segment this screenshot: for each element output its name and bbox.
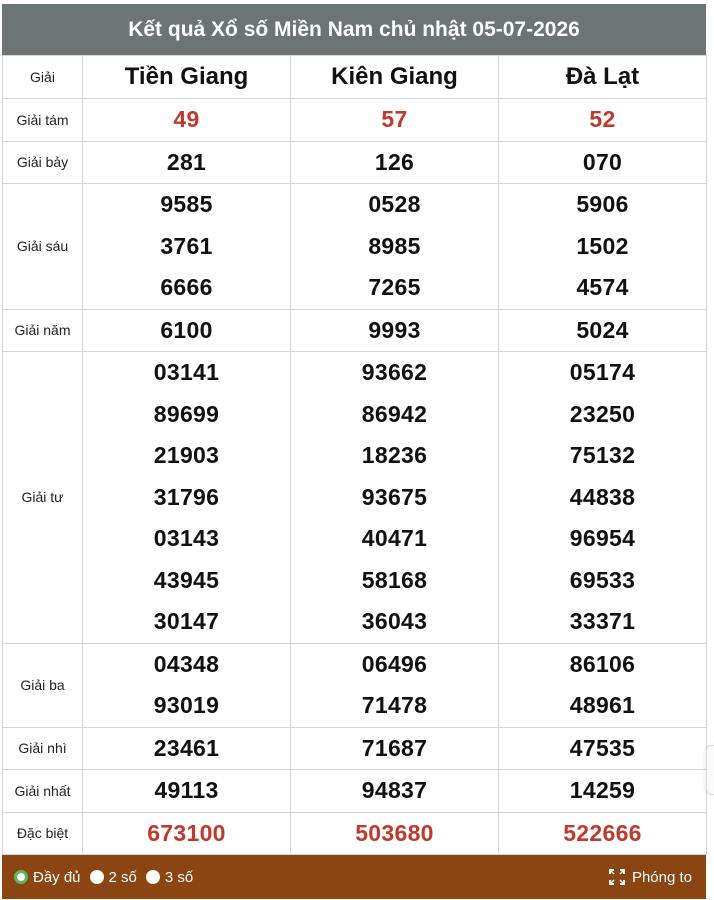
prize-label: Giải năm [3, 309, 83, 352]
province-header [499, 56, 707, 99]
prize-number: 06496 [361, 650, 428, 677]
prize-number: 5906 [576, 191, 629, 217]
prize-cell [291, 770, 499, 813]
prize-number: 44838 [569, 483, 636, 510]
special-prize-number: 522666 [563, 819, 642, 846]
option-full[interactable] [14, 869, 81, 886]
prize-label: Đặc biệt [3, 812, 83, 855]
prize-row [3, 184, 707, 310]
prize-cell [291, 141, 499, 184]
prize-cell [499, 141, 707, 184]
option-label: Đầy đủ [33, 868, 81, 886]
prize-number: 86942 [361, 400, 428, 427]
prize-number: 89699 [153, 400, 220, 427]
prize-number: 93019 [153, 692, 220, 718]
prize-cell [83, 141, 291, 184]
radio-icon[interactable] [90, 870, 104, 884]
prize-number: 71478 [361, 692, 428, 718]
prize-number: 23250 [569, 400, 636, 427]
option-2-digits[interactable] [90, 869, 137, 886]
prize-row [3, 812, 707, 855]
prize-cell [83, 643, 291, 727]
province-name: Tiền Giang [124, 63, 249, 90]
prize-number: 04348 [153, 650, 220, 677]
prize-label: Giải bảy [3, 141, 83, 184]
side-tab-handle[interactable] [706, 745, 714, 795]
prize-number: 03143 [153, 525, 220, 551]
prize-label: Giải tám [3, 99, 83, 142]
prize-row [3, 352, 707, 644]
province-name: Kiên Giang [331, 63, 458, 90]
prize-number: 57 [381, 106, 408, 132]
prize-cell [499, 99, 707, 142]
prize-row [3, 770, 707, 813]
prize-cell [499, 309, 707, 352]
prize-number: 75132 [569, 442, 636, 468]
prize-cell [291, 812, 499, 855]
prize-number: 21903 [153, 442, 220, 468]
prize-number: 58168 [361, 566, 428, 593]
prize-number: 94837 [361, 777, 428, 803]
prize-row [3, 309, 707, 352]
prize-number: 43945 [153, 566, 220, 593]
results-table [2, 55, 707, 855]
prize-number: 49 [173, 106, 200, 132]
expand-button[interactable] [609, 855, 692, 899]
prize-number: 40471 [361, 525, 428, 551]
prize-cell [499, 184, 707, 310]
prize-number: 71687 [361, 734, 428, 761]
option-label: 2 số [108, 868, 137, 886]
prize-label: Giải ba [3, 643, 83, 727]
prize-number: 1502 [576, 232, 629, 259]
expand-icon [609, 869, 625, 885]
radio-icon[interactable] [146, 870, 160, 884]
prize-cell [291, 309, 499, 352]
prize-cell [83, 727, 291, 770]
prize-cell [499, 727, 707, 770]
prize-cell [291, 184, 499, 310]
prize-number: 93662 [361, 359, 428, 385]
option-3-digits[interactable] [146, 869, 193, 886]
prize-number: 30147 [153, 608, 220, 634]
prize-number: 48961 [569, 692, 636, 718]
prize-number: 96954 [569, 525, 636, 551]
prize-cell [83, 309, 291, 352]
prize-number: 4574 [576, 274, 629, 300]
expand-label: Phóng to [631, 868, 692, 886]
prize-label: Giải nhất [3, 770, 83, 813]
prize-number: 8985 [368, 232, 421, 259]
prize-label: Giải nhì [3, 727, 83, 770]
prize-row [3, 643, 707, 727]
province-header [291, 56, 499, 99]
special-prize-number: 503680 [355, 819, 434, 846]
results-title: Kết quả Xổ số Miền Nam chủ nhật 05-07-2026 [2, 4, 706, 55]
prize-number: 31796 [153, 483, 220, 510]
prize-number: 9993 [368, 316, 421, 343]
prize-cell [83, 99, 291, 142]
prize-cell [83, 352, 291, 644]
prize-number: 52 [589, 106, 616, 132]
special-prize-number: 673100 [147, 819, 226, 846]
prize-cell [291, 727, 499, 770]
results-footer [2, 855, 706, 899]
prize-number: 18236 [361, 442, 428, 468]
prize-cell [499, 812, 707, 855]
prize-row [3, 727, 707, 770]
prize-number: 05174 [569, 359, 636, 385]
prize-label: Giải tư [3, 352, 83, 644]
prize-number: 23461 [153, 734, 220, 761]
prize-number: 6666 [160, 274, 213, 300]
prize-number: 126 [374, 148, 415, 175]
province-name: Đà Lạt [565, 63, 640, 90]
prize-number: 6100 [160, 316, 213, 343]
option-label: 3 số [164, 868, 194, 886]
prize-number: 03141 [153, 359, 220, 385]
prize-cell [291, 643, 499, 727]
prize-cell [83, 770, 291, 813]
prize-cell [83, 184, 291, 310]
prize-number: 36043 [361, 608, 428, 634]
prize-number: 93675 [361, 483, 428, 510]
prize-cell [291, 99, 499, 142]
prize-number: 5024 [576, 316, 629, 343]
prize-cell [499, 770, 707, 813]
prize-label: Giải sáu [3, 184, 83, 310]
prize-number: 33371 [569, 608, 636, 634]
prize-number: 86106 [569, 650, 636, 677]
prize-number: 070 [582, 148, 623, 175]
prize-cell [83, 812, 291, 855]
prize-number: 49113 [154, 777, 219, 803]
prize-cell [499, 352, 707, 644]
prize-row [3, 141, 707, 184]
prize-number: 281 [166, 148, 207, 175]
prize-number: 47535 [569, 734, 636, 761]
province-header [83, 56, 291, 99]
prize-number: 69533 [569, 566, 636, 593]
prize-number: 7265 [368, 274, 421, 300]
prize-number: 0528 [368, 191, 421, 217]
results-card [2, 4, 706, 899]
prize-number: 9585 [160, 191, 213, 217]
header-row [3, 56, 707, 99]
header-label: Giải [3, 56, 83, 99]
prize-row [3, 99, 707, 142]
prize-cell [291, 352, 499, 644]
prize-number: 14259 [569, 777, 636, 803]
prize-cell [499, 643, 707, 727]
radio-checked-icon[interactable] [14, 870, 28, 884]
prize-number: 3761 [160, 232, 213, 259]
